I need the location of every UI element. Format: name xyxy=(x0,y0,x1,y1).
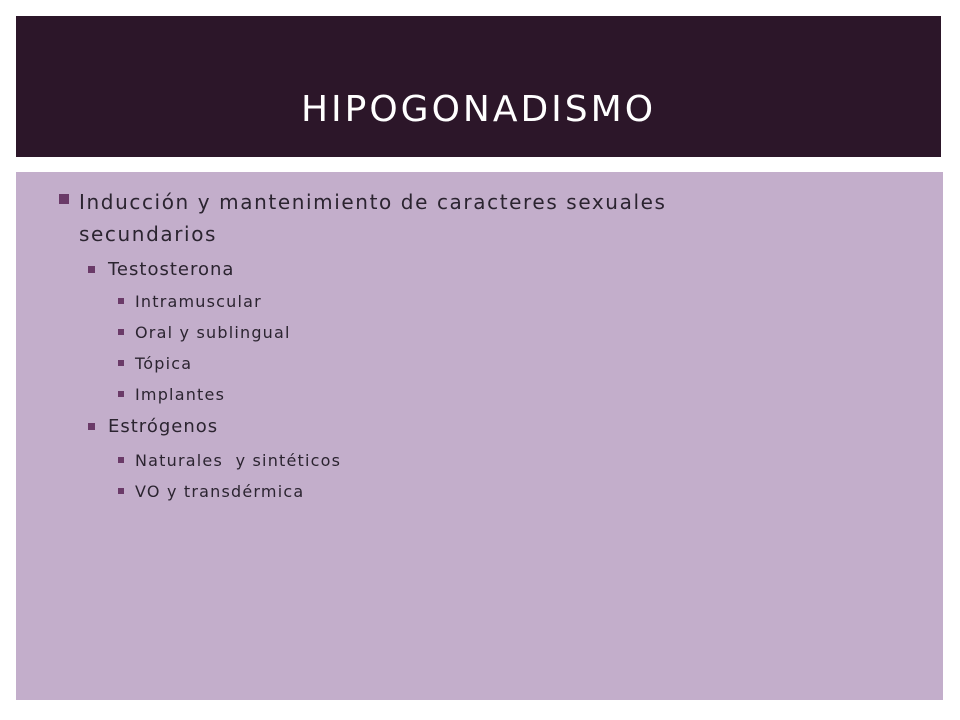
content-panel xyxy=(16,172,943,700)
bullet-main-line1: Inducción y mantenimiento de caracteres sexuales xyxy=(79,190,667,214)
slide-title: HIPOGONADISMO xyxy=(300,89,657,130)
level3-bullet-marker xyxy=(118,488,124,494)
bullet-main-line2: secundarios xyxy=(79,222,218,246)
bullet-estrogenos: Estrógenos xyxy=(108,416,219,437)
bullet-topica: Tópica xyxy=(135,354,193,373)
level3-bullet-marker xyxy=(118,298,124,304)
bullet-list xyxy=(16,172,943,700)
level3-bullet-marker xyxy=(118,391,124,397)
level1-bullet-marker xyxy=(59,194,69,204)
bullet-vo-transdermica: VO y transdérmica xyxy=(135,482,305,501)
level3-bullet-marker xyxy=(118,360,124,366)
bullet-oral-sublingual: Oral y sublingual xyxy=(135,323,291,342)
level2-bullet-marker xyxy=(88,423,95,430)
bullet-naturales-sinteticos: Naturales y sintéticos xyxy=(135,451,342,470)
level3-bullet-marker xyxy=(118,329,124,335)
bullet-testosterona: Testosterona xyxy=(108,259,235,280)
level3-bullet-marker xyxy=(118,457,124,463)
bullet-intramuscular: Intramuscular xyxy=(135,292,262,311)
title-bar xyxy=(16,16,941,157)
bullet-implantes: Implantes xyxy=(135,385,226,404)
level2-bullet-marker xyxy=(88,266,95,273)
